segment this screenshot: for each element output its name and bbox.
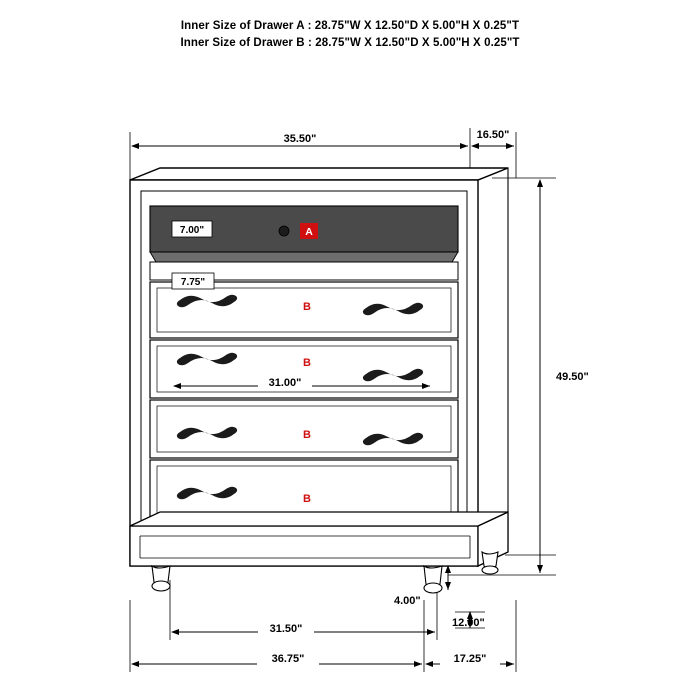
dim-leg-height: 4.00" xyxy=(394,595,421,607)
drawer-front-1 xyxy=(150,282,458,338)
label-drawer-b-3: B xyxy=(303,429,311,441)
dim-top-depth: 16.50" xyxy=(476,129,510,141)
dim-drawer-inner-width: 31.00" xyxy=(268,377,302,389)
dim-overall-depth: 17.25" xyxy=(453,653,487,665)
dim-media-opening-height: 7.00" xyxy=(179,225,205,236)
drawer-front-3 xyxy=(150,400,458,458)
label-drawer-b-1: B xyxy=(303,301,311,313)
label-drawer-b-4: B xyxy=(303,493,311,505)
header-line-2: Inner Size of Drawer B : 28.75"W X 12.50"D X 5.00"H X 0.25"T xyxy=(180,37,520,49)
label-drawer-b-2: B xyxy=(303,357,311,369)
dim-total-height: 49.50" xyxy=(556,371,589,383)
dim-base-depth-side: 12.00" xyxy=(452,617,485,629)
label-drawer-a: A xyxy=(305,226,313,238)
dim-top-width: 35.50" xyxy=(283,133,317,145)
dim-drawer-front-height: 7.75" xyxy=(180,277,206,288)
header-line-1: Inner Size of Drawer A : 28.75"W X 12.50"D X 5.00"H X 0.25"T xyxy=(180,20,520,32)
dim-base-width: 31.50" xyxy=(269,623,303,635)
dim-overall-width: 36.75" xyxy=(271,653,305,665)
